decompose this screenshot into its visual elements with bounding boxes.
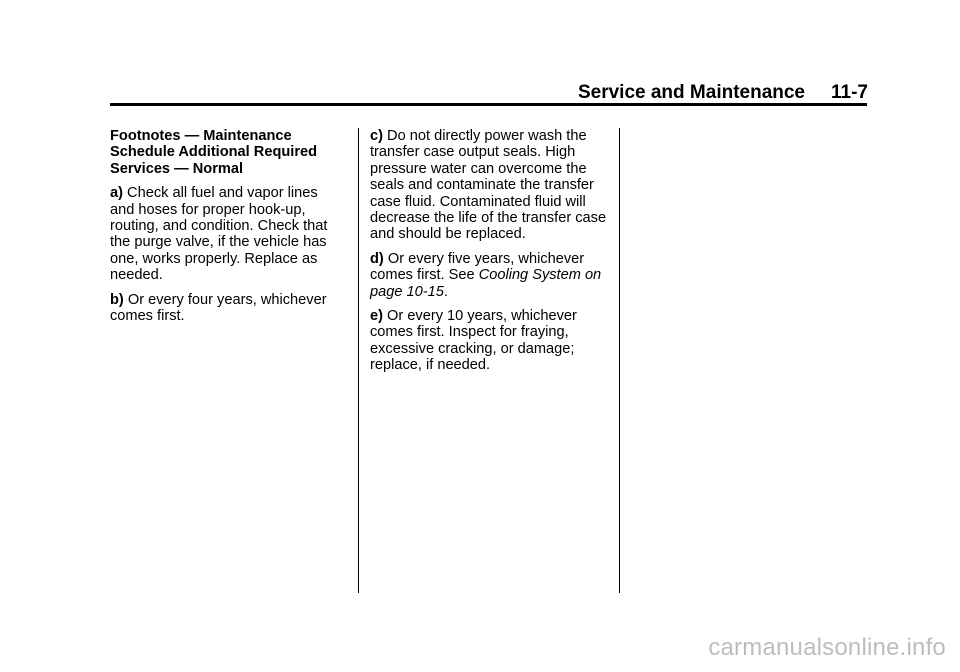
footnote-label: a) [110, 185, 123, 202]
page-number: 11-7 [831, 82, 868, 103]
footnote-c [370, 128, 610, 243]
page-header [578, 82, 868, 104]
footnote-a [110, 185, 342, 283]
column-middle [370, 128, 610, 382]
header-rule [110, 103, 867, 106]
footnote-text: Or every five years, whichever comes first. See [370, 250, 585, 284]
column-left [110, 128, 342, 332]
footnote-text: Or every four years, whichever comes first. [110, 291, 327, 325]
footnote-label: c) [370, 128, 383, 144]
footnotes-title: Footnotes — Maintenance Schedule Additional Required Services — Normal [110, 128, 318, 177]
column-divider [619, 128, 620, 593]
footnote-text: Check all fuel and vapor lines and hoses for proper hook-up, routing, and condition. Check that the purge valve, if the vehicle has one, works properly. Replace as needed. [110, 185, 328, 284]
footnote-text: Or every 10 years, whichever comes first. Inspect for fraying, excessive cracking, or damage; replace, if needed. [370, 308, 577, 374]
footnote-suffix: . [443, 283, 448, 300]
watermark: carmanualsonline.info [708, 634, 946, 661]
footnote-b [110, 292, 342, 325]
section-title: Service and Maintenance [577, 82, 806, 103]
footnote-e [370, 308, 610, 374]
footnote-text: Do not directly power wash the transfer case output seals. High pressure water can overcome the seals and contaminate the transfer case fluid. Contaminated fluid will decrease the life of the transfer case and should be replaced. [370, 128, 607, 243]
cross-reference-link[interactable]: Cooling System on page 10-15 [370, 267, 602, 300]
column-divider [358, 128, 359, 593]
footnote-d [370, 251, 610, 300]
footnote-label: e) [370, 308, 383, 325]
footnote-label: b) [110, 291, 124, 308]
footnote-label: d) [370, 250, 384, 267]
